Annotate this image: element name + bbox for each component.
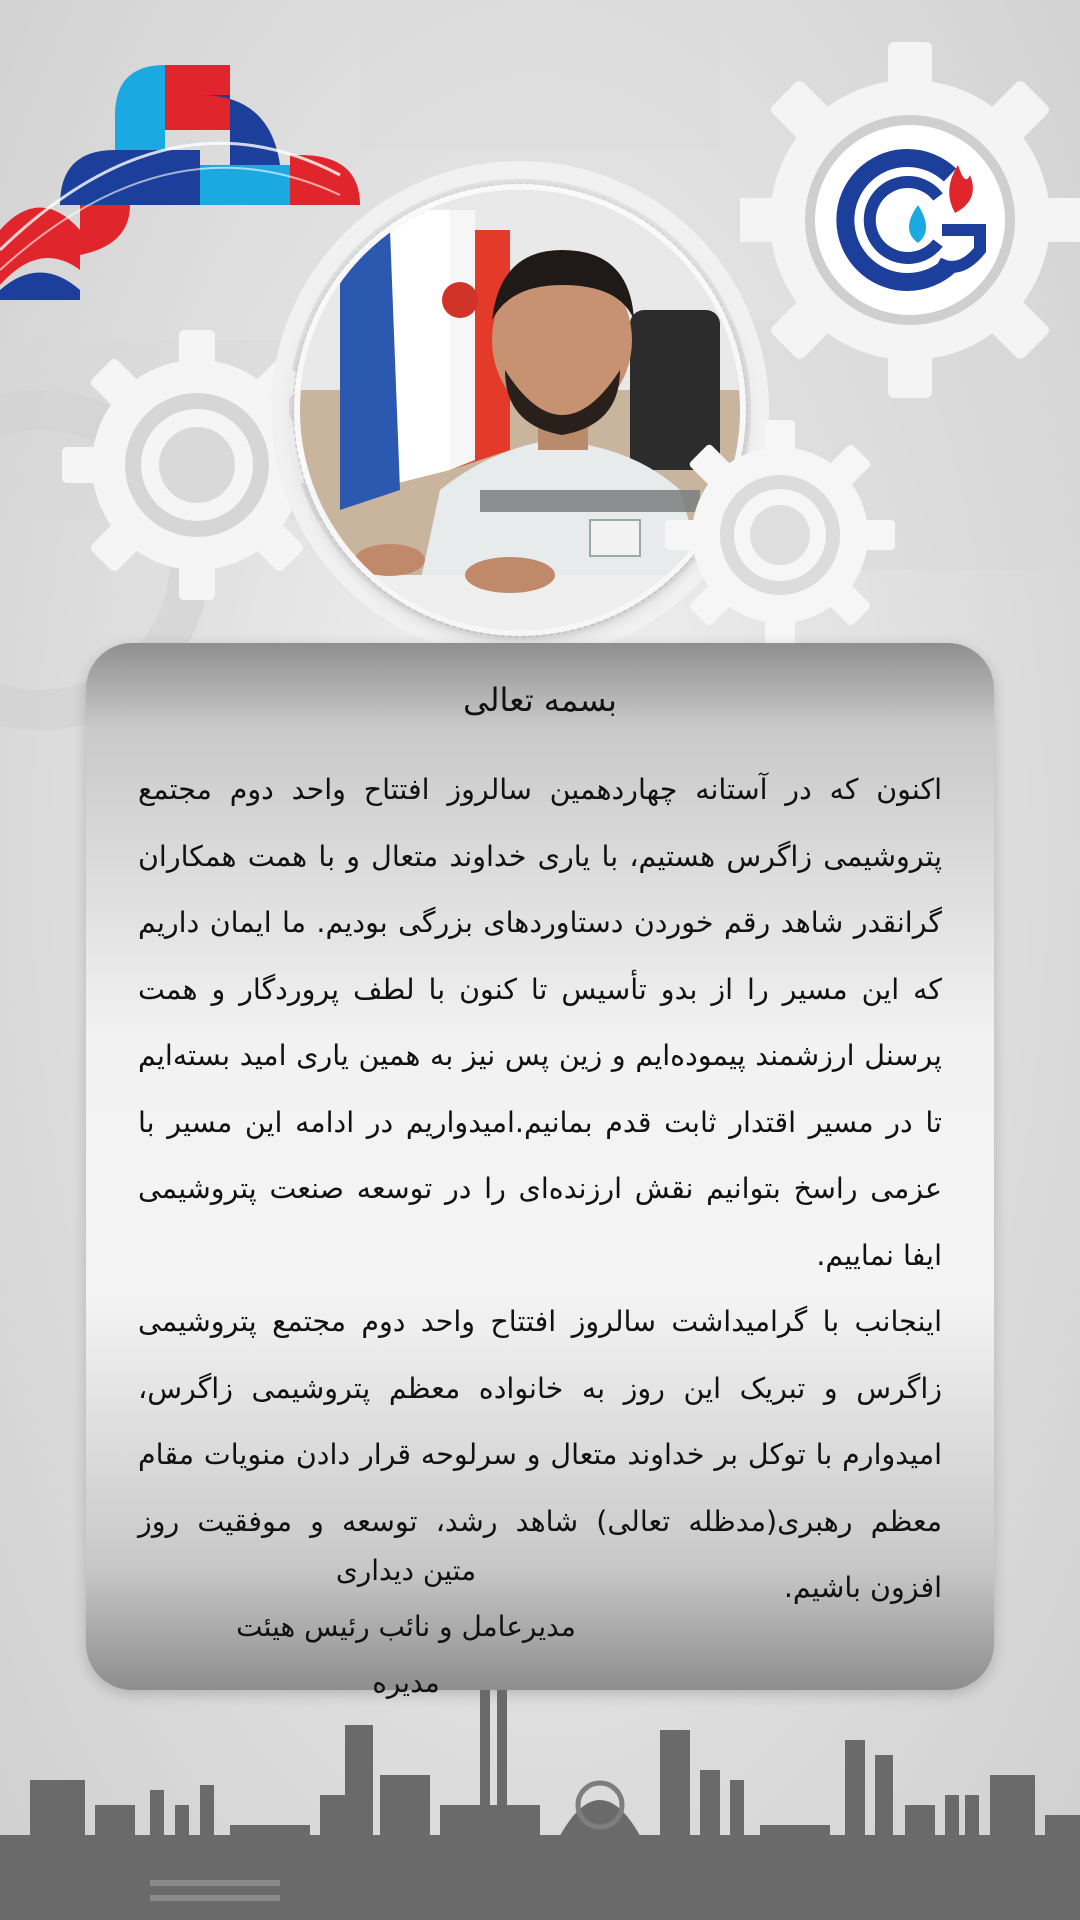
zagros-petrochemical-logo-icon [830, 135, 1000, 305]
message-paragraph: اینجانب با گرامیداشت سالروز افتتاح واحد دوم مجتمع پتروشیمی زاگرس و تبریک این روز به خانواده معظم پتروشیمی زاگرس، امیدوارم با توکل بر خداوند متعال و سرلوحه قرار دادن منویات مقام معظم رهبری(مدظله تعالی) شاهد رشد، توسعه و موفقیت روز افزون باشیم. [138, 1305, 942, 1604]
message-body [138, 757, 942, 1622]
message-card [86, 643, 994, 1699]
signer-title: مدیرعامل و نائب رئیس هیئت مدیره [236, 1610, 576, 1699]
signer-name: متین دیداری [335, 1554, 477, 1587]
card-heading: بسمه تعالی [463, 681, 617, 719]
message-paragraph: اکنون که در آستانه چهاردهمین سالروز افتتاح واحد دوم مجتمع پتروشیمی زاگرس هستیم، با یاری خداوند متعال و با همت همکاران گرانقدر شاهد رقم خوردن دستاوردهای بزرگی بودیم. ما ایمان داریم که این مسیر را از بدو تأسیس تا کنون با لطف پروردگار و همت پرسنل ارزشمند پیموده‌ایم و زین پس نیز به همین یاری امید بسته‌ایم تا در مسیر اقتدار ثابت قدم بمانیم.امیدواریم در ادامه این مسیر با عزمی راسخ بتوانیم نقش ارزنده‌ای را در توسعه صنعت پتروشیمی ایفا نماییم. [138, 773, 942, 1272]
gear-icon [665, 420, 895, 650]
industrial-skyline-icon [0, 1685, 1080, 1920]
